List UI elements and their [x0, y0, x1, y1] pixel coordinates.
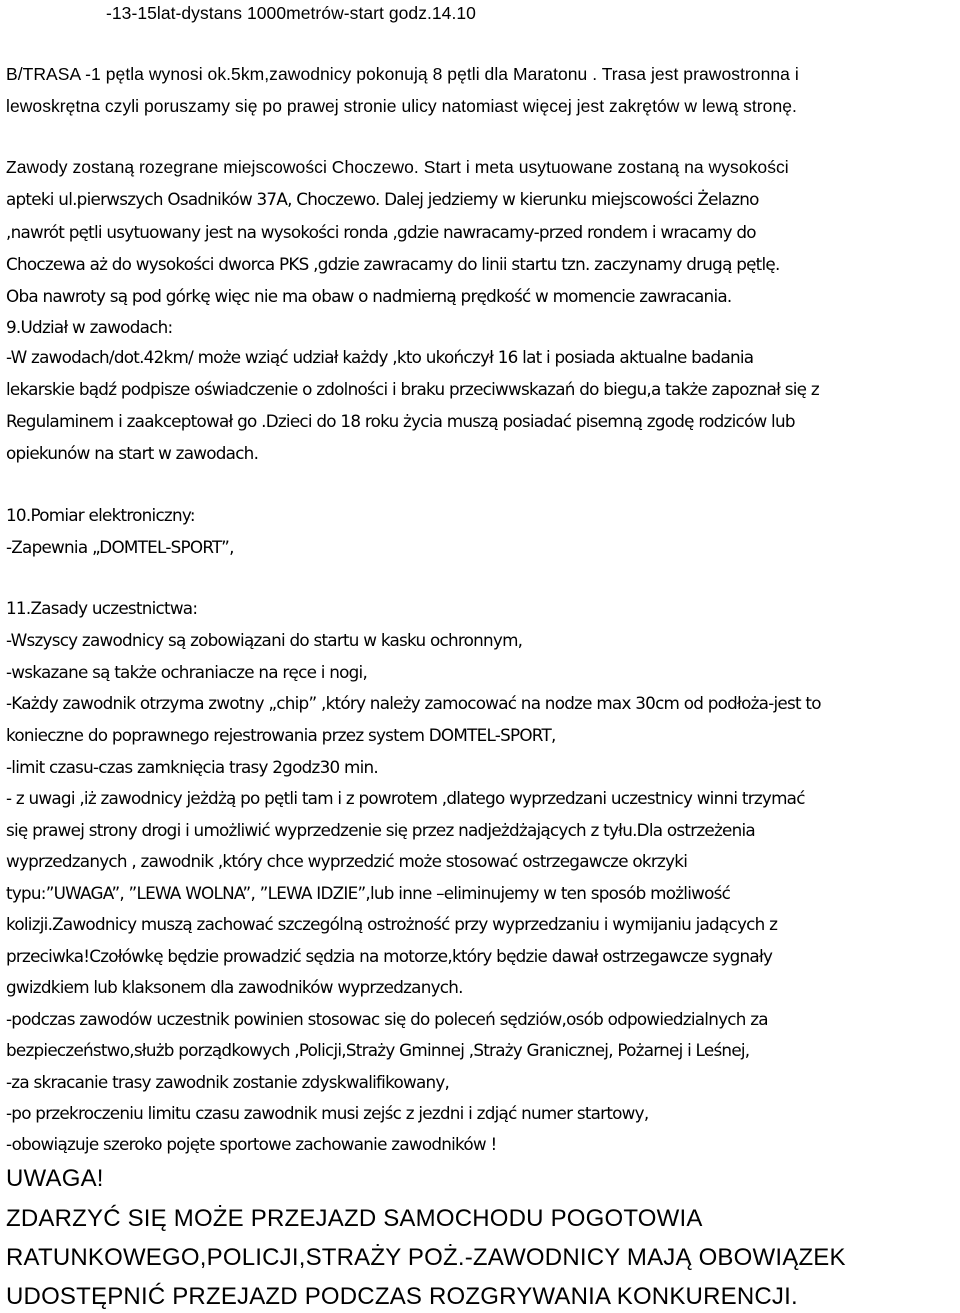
line-rule-overtake-5: kolizji.Zawodnicy muszą zachować szczególną ostrożność przy wyprzedzaniu i wymijaniu jadących z	[6, 914, 778, 934]
section-heading-timing: 10.Pomiar elektroniczny:	[6, 505, 195, 525]
line-participation-4: opiekunów na start w zawodach.	[6, 443, 259, 463]
line-rule-sportsmanship: -obowiązuje szeroko pojęte sportowe zachowanie zawodników !	[6, 1134, 497, 1154]
line-participation-3: Regulaminem i zaakceptował go .Dzieci do 18 roku życia muszą posiadać pisemną zgodę rodziców lub	[6, 411, 795, 431]
line-rule-time-limit: -limit czasu-czas zamknięcia trasy 2godz30 min.	[6, 757, 378, 777]
line-participation-2: lekarskie bądź podpisze oświadczenie o zdolności i braku przeciwwskazań do biegu,a także zapoznał się z	[6, 379, 819, 399]
line-location-1: Zawody zostaną rozegrane miejscowości Choczewo. Start i meta usytuowane zostaną na wysokości	[6, 157, 789, 177]
line-participation-1: -W zawodach/dot.42km/ może wziąć udział każdy ,kto ukończył 16 lat i posiada aktualne badania	[6, 347, 754, 367]
section-heading-participation: 9.Udział w zawodach:	[6, 317, 173, 337]
line-rule-chip-2: konieczne do poprawnego rejestrowania przez system DOMTEL-SPORT,	[6, 725, 556, 745]
warning-heading: UWAGA!	[6, 1165, 104, 1192]
line-rule-overtake-6: przeciwka!Czołówkę będzie prowadzić sędzia na motorze,który będzie dawał ostrzegawcze sygnały	[6, 946, 773, 966]
line-route-2: lewoskrętna czyli poruszamy się po prawej stronie ulicy natomiast więcej jest zakrętów w lewą stronę.	[6, 96, 797, 116]
line-category-distance: -13-15lat-dystans 1000metrów-start godz.14.10	[106, 3, 476, 23]
line-route-1: B/TRASA -1 pętla wynosi ok.5km,zawodnicy pokonują 8 pętli dla Maratonu . Trasa jest prawostronna i	[6, 64, 799, 84]
line-rule-overtake-7: gwizdkiem lub klaksonem dla zawodników wyprzedzanych.	[6, 977, 463, 997]
line-rule-overtake-3: wyprzedzanych , zawodnik ,który chce wyprzedzić może stosować ostrzegawcze okrzyki	[6, 851, 688, 871]
line-timing-provider: -Zapewnia „DOMTEL-SPORT”,	[6, 537, 234, 557]
warning-line-3: UDOSTĘPNIĆ PRZEJAZD PODCZAS ROZGRYWANIA KONKURENCJI.	[6, 1283, 798, 1310]
line-rule-referees-2: bezpieczeństwo,służb porządkowych ,Policji,Straży Gminnej ,Straży Granicznej, Pożarnej i Leśnej,	[6, 1040, 750, 1060]
line-rule-overtake-2: się prawej strony drogi i umożliwić wyprzedzenie się przez nadjeżdżających z tyłu.Dla ostrzeżenia	[6, 820, 755, 840]
line-rule-chip-1: -Każdy zawodnik otrzyma zwotny „chip” ,który należy zamocować na nodze max 30cm od podłoża-jest to	[6, 693, 821, 713]
line-rule-overtake-1: - z uwagi ,iż zawodnicy jeżdżą po pętli tam i z powrotem ,dlatego wyprzedzani uczestnicy winni trzymać	[6, 788, 805, 808]
line-rule-overtake-4: typu:”UWAGA”, ”LEWA WOLNA”, ”LEWA IDZIE”,lub inne –eliminujemy w ten sposób możliwość	[6, 883, 731, 903]
line-rule-shortcut: -za skracanie trasy zawodnik zostanie zdyskwalifikowany,	[6, 1072, 450, 1092]
line-rule-helmet: -Wszyscy zawodnicy są zobowiązani do startu w kasku ochronnym,	[6, 630, 523, 650]
section-heading-rules: 11.Zasady uczestnictwa:	[6, 598, 198, 618]
warning-line-1: ZDARZYĆ SIĘ MOŻE PRZEJAZD SAMOCHODU POGOTOWIA	[6, 1205, 703, 1232]
warning-line-2: RATUNKOWEGO,POLICJI,STRAŻY POŻ.-ZAWODNICY MAJĄ OBOWIĄZEK	[6, 1244, 846, 1271]
line-rule-pads: -wskazane są także ochraniacze na ręce i nogi,	[6, 662, 368, 682]
line-rule-referees-1: -podczas zawodów uczestnik powinien stosowac się do poleceń sędziów,osób odpowiedzialnych za	[6, 1009, 768, 1029]
line-location-2: apteki ul.pierwszych Osadników 37A, Choczewo. Dalej jedziemy w kierunku miejscowości Żelazno	[6, 189, 759, 209]
line-location-4: Choczewa aż do wysokości dworca PKS ,gdzie zawracamy do linii startu tzn. zaczynamy drugą pętlę.	[6, 254, 780, 274]
line-location-3: ,nawrót pętli usytuowany jest na wysokości ronda ,gdzie nawracamy-przed rondem i wracamy do	[6, 222, 756, 242]
line-location-5: Oba nawroty są pod górkę więc nie ma obaw o nadmierną prędkość w momencie zawracania.	[6, 286, 732, 306]
line-rule-over-time: -po przekroczeniu limitu czasu zawodnik musi zejśc z jezdni i zdjąć numer startowy,	[6, 1103, 649, 1123]
